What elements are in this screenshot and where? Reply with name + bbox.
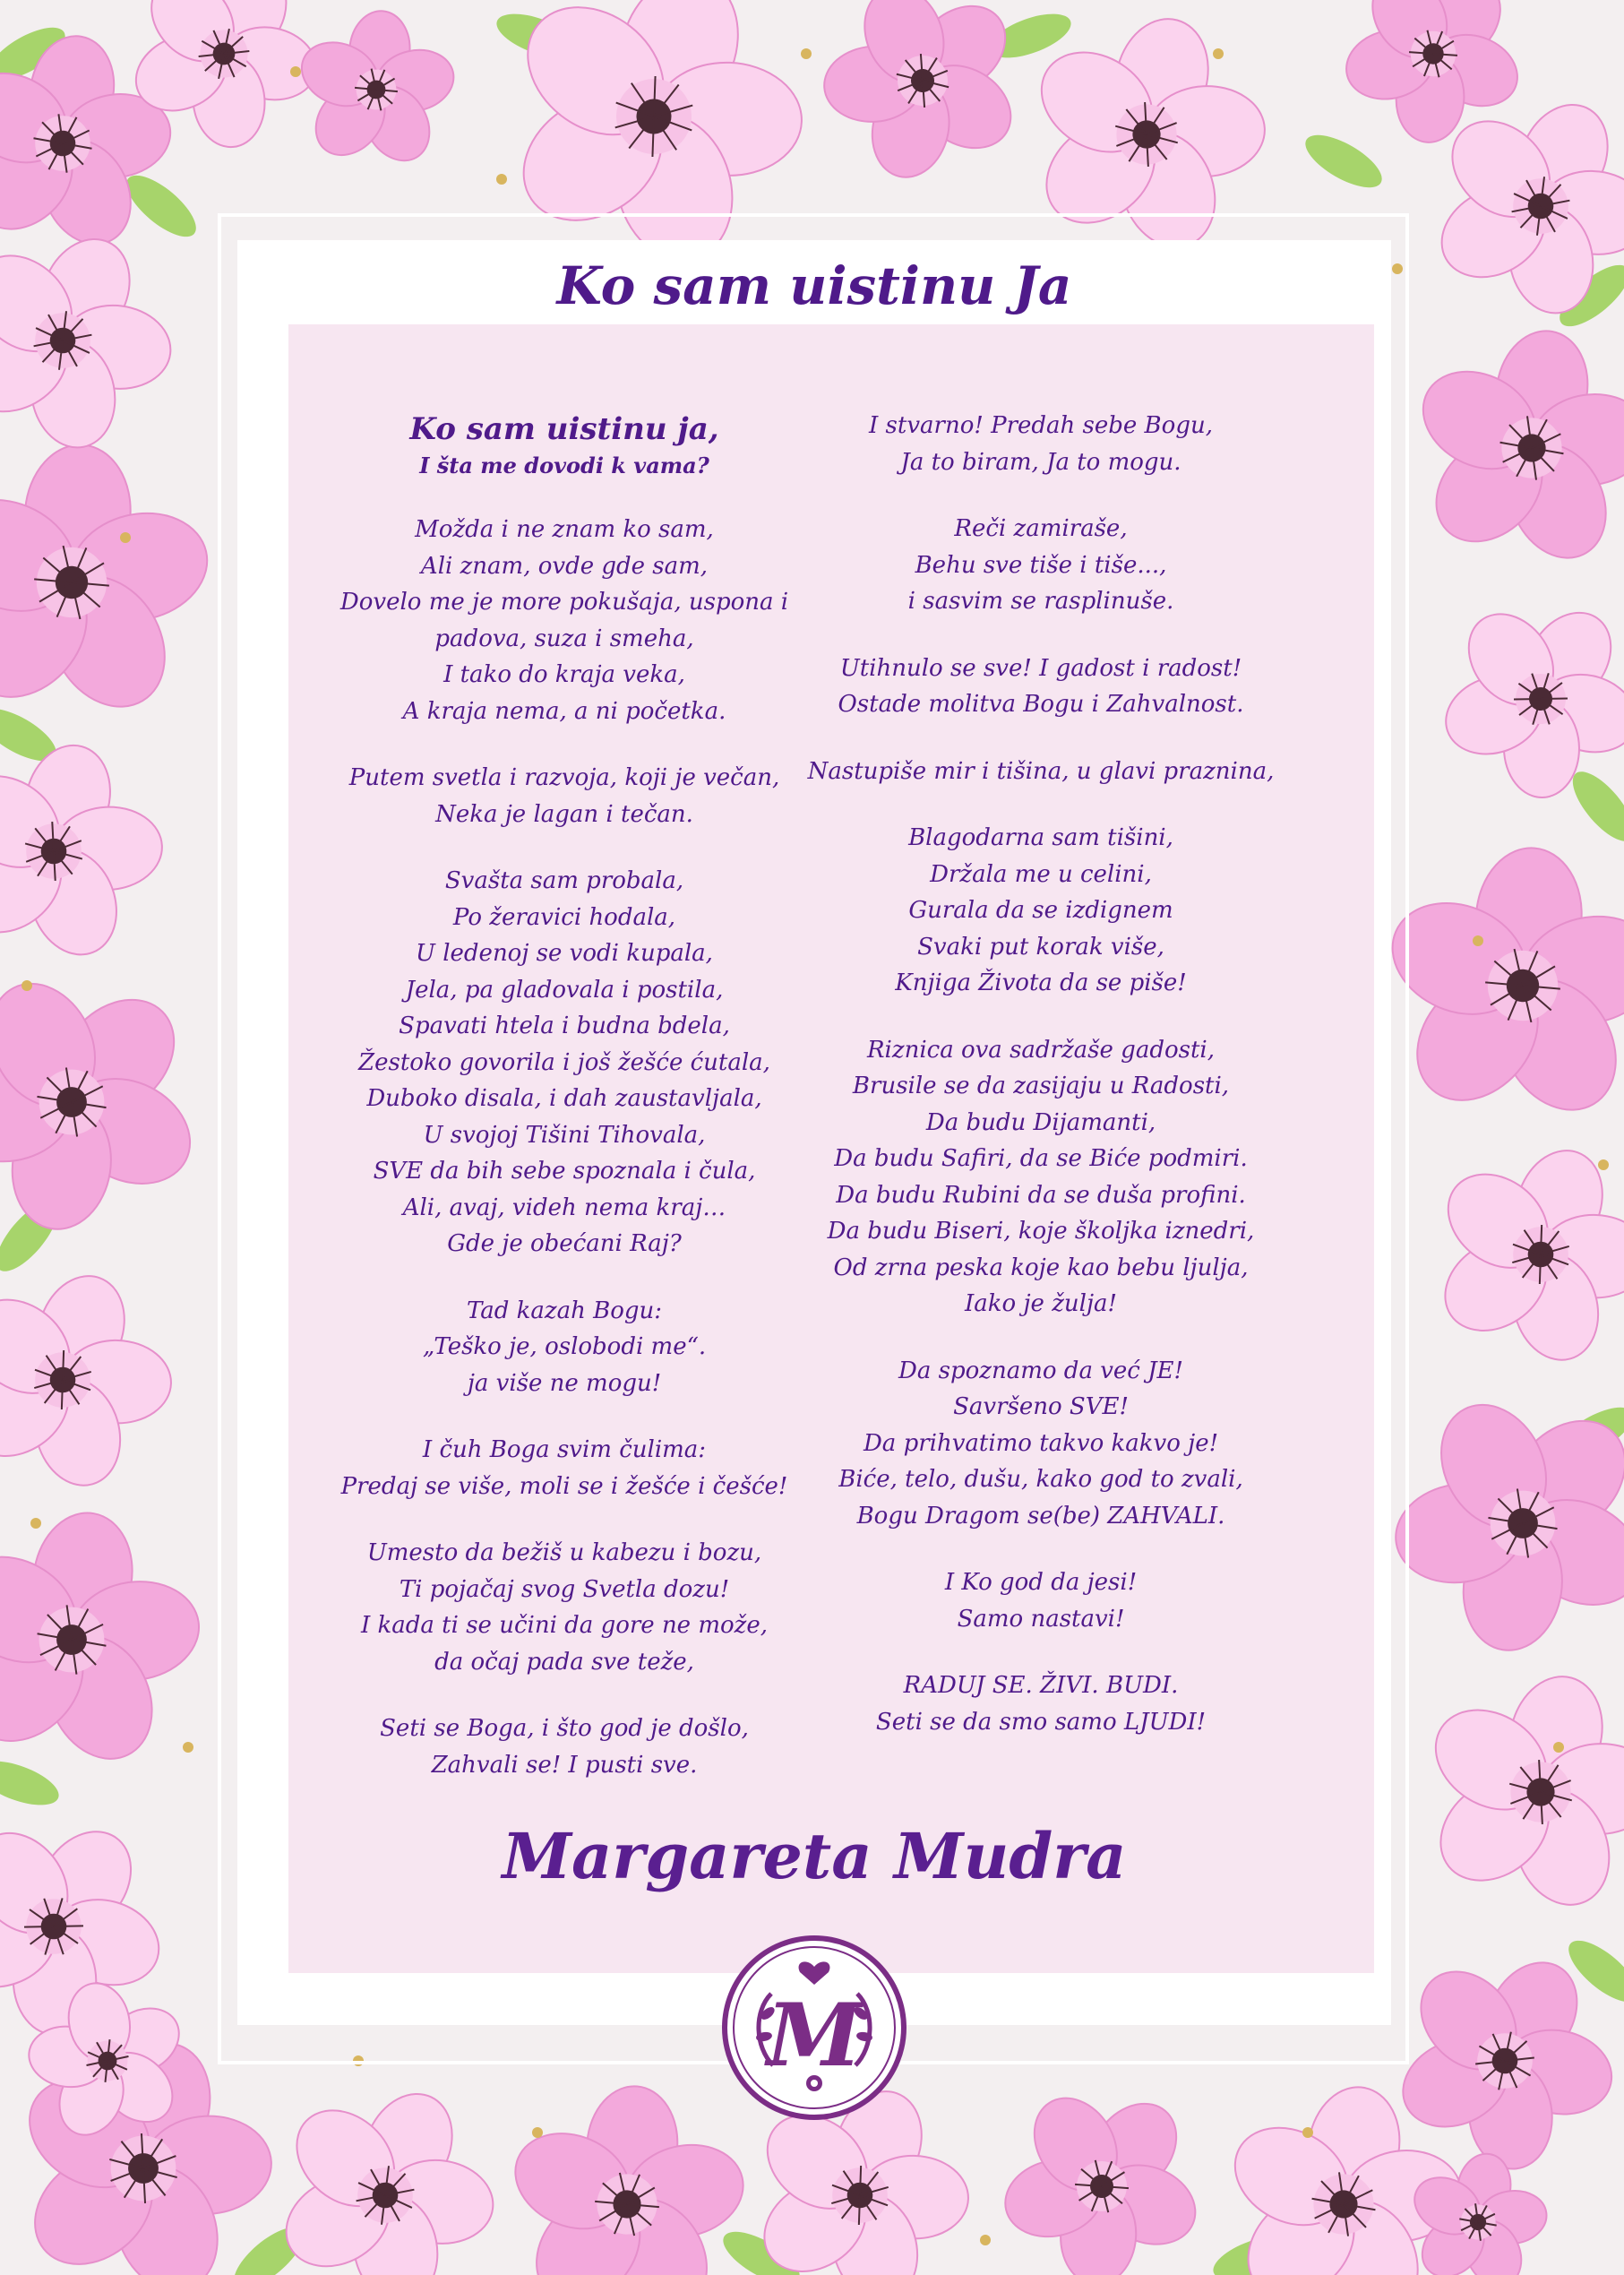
poem-line: U ledenoj se vodi kupala, <box>416 940 713 967</box>
cherry-blossom-icon <box>1394 1113 1624 1400</box>
poem-line: Predaj se više, moli se i žešće i češće! <box>340 1472 788 1500</box>
poem-line: Držala me u celini, <box>930 860 1152 888</box>
gold-dot <box>183 1742 193 1753</box>
poem-line: Gde je obećani Raj? <box>447 1230 682 1257</box>
stanza <box>790 651 1292 723</box>
poem-line: Da budu Safiri, da se Biće podmiri. <box>834 1145 1248 1172</box>
poem-line: Svaki put korak više, <box>917 933 1164 961</box>
poem-line: i sasvim se rasplinuše. <box>907 588 1174 615</box>
poem-line: Da spoznamo da već JE! <box>898 1357 1183 1384</box>
poem-line: Zahvali se! I pusti sve. <box>431 1751 698 1779</box>
poem-line: Biće, telo, dušu, kako god to zvali, <box>838 1466 1243 1493</box>
stanza <box>314 760 815 832</box>
poem-line: Da budu Rubini da se duša profini. <box>836 1181 1246 1209</box>
gold-dot <box>30 1518 41 1529</box>
poem-line: Behu sve tiše i tiše..., <box>915 551 1167 579</box>
poem-column-left <box>314 408 815 1814</box>
poem-line: da očaj pada sve teže, <box>434 1648 694 1676</box>
stanza <box>790 1353 1292 1535</box>
poem-heading-block <box>314 408 815 481</box>
gold-dot <box>1553 1742 1564 1753</box>
poem-column-right <box>790 408 1292 1771</box>
poem-line: Ali znam, ovde gde sam, <box>420 552 709 580</box>
stanza <box>314 1711 815 1783</box>
poem-line: Brusile se da zasijaju u Radosti, <box>852 1073 1230 1099</box>
poem-line: I kada ti se učini da gore ne može, <box>360 1612 768 1639</box>
page-title: Ko sam uistinu Ja <box>556 255 1072 316</box>
gold-dot <box>496 174 507 185</box>
poem-line: Iako je žulja! <box>965 1290 1117 1317</box>
cherry-blossom-icon <box>956 2043 1246 2275</box>
stanza <box>314 1432 815 1504</box>
poem-line: „Teško je, oslobodi me“. <box>422 1333 707 1360</box>
poem-line: Blagodarna sam tišini, <box>908 824 1173 851</box>
poem-line: Po žeravici hodala, <box>452 903 676 931</box>
poem-line: Od zrna peska koje kao bebu ljulja, <box>833 1254 1249 1281</box>
cherry-blossom-icon <box>0 432 230 737</box>
poem-line: I Ko god da jesi! <box>944 1569 1138 1596</box>
cherry-blossom-icon <box>0 1490 228 1794</box>
cherry-blossom-icon <box>1386 310 1624 590</box>
poem-line: Duboko disala, i dah zaustavljala, <box>366 1085 762 1112</box>
poem-line: Putem svetla i razvoja, koji je večan, <box>348 764 780 791</box>
stanza <box>790 1032 1292 1323</box>
mm-monogram-logo-icon <box>717 1931 911 2124</box>
stanza <box>790 1564 1292 1637</box>
poem-line: U svojoj Tišini Tihovala, <box>423 1121 706 1149</box>
poem-line: Tad kazah Bogu: <box>466 1297 663 1324</box>
poem-line: ja više ne mogu! <box>467 1369 662 1397</box>
logo-letter: M <box>766 1985 863 2086</box>
poem-line: Savršeno SVE! <box>953 1393 1129 1420</box>
stanza <box>790 820 1292 1002</box>
poem-line: Bogu Dragom se(be) ZAHVALI. <box>856 1502 1225 1530</box>
poem-line: Da prihvatimo takvo kakvo je! <box>863 1429 1219 1457</box>
stanza <box>314 1535 815 1680</box>
poem-line: Nastupiše mir i tišina, u glavi praznina, <box>807 757 1275 785</box>
gold-dot <box>120 532 131 543</box>
gold-dot <box>1213 48 1224 59</box>
poem-line: Seti se da smo samo LJUDI! <box>875 1708 1207 1736</box>
poem-line: Ali, avaj, videh nema kraj… <box>402 1194 726 1221</box>
poem-line: Da budu Biseri, koje školjka iznedri, <box>827 1218 1255 1245</box>
poem-line: Možda i ne znam ko sam, <box>415 516 714 543</box>
poem-heading: Ko sam uistinu ja, <box>409 411 719 447</box>
poem-line: Utihnulo se sve! I gadost i radost! <box>839 654 1242 682</box>
poem-line: Umesto da bežiš u kabezu i bozu, <box>366 1539 762 1566</box>
poem-line: Riznica ova sadržaše gadosti, <box>866 1036 1215 1064</box>
poem-line: RADUJ SE. ŽIVI. BUDI. <box>903 1672 1179 1699</box>
left-stanzas <box>314 512 815 1783</box>
poem-line: Samo nastavi! <box>957 1605 1125 1633</box>
poem-line: Seti se Boga, i što god je došlo, <box>380 1715 749 1742</box>
stanza <box>314 512 815 729</box>
author-signature: Margareta Mudra <box>502 1819 1127 1893</box>
stanza <box>790 754 1292 790</box>
stanza <box>790 408 1292 480</box>
right-stanzas <box>790 408 1292 1740</box>
poem-line: Da budu Dijamanti, <box>925 1108 1156 1136</box>
poem-line: Reči zamiraše, <box>954 515 1128 542</box>
stanza <box>314 863 815 1262</box>
poem-subheading: I šta me dovodi k vama? <box>419 452 709 478</box>
gold-dot <box>980 2235 991 2245</box>
cherry-blossom-icon <box>0 1238 209 1525</box>
poem-line: Jela, pa gladovala i postila, <box>405 976 724 1004</box>
stanza <box>314 1293 815 1402</box>
poem-line: Svašta sam probala, <box>444 867 684 894</box>
gold-dot <box>801 48 812 59</box>
stanza <box>790 511 1292 620</box>
poem-line: Žestoko govorila i još žešće ćutala, <box>358 1048 770 1076</box>
poem-line: Ti pojačaj svog Svetla dozu! <box>399 1575 730 1603</box>
poem-line: A kraja nema, a ni početka. <box>402 697 726 725</box>
cherry-blossom-icon <box>285 4 467 178</box>
leaf-icon <box>0 1753 64 1814</box>
gold-dot <box>1598 1159 1609 1170</box>
gold-dot <box>1302 2127 1313 2138</box>
poem-line: I čuh Boga svim čulima: <box>422 1436 707 1463</box>
poem-line: Gurala da se izdignem <box>908 897 1173 924</box>
poem-line: SVE da bih sebe spoznala i čula, <box>373 1158 756 1185</box>
leaf-icon <box>1298 125 1389 197</box>
poem-line: Ja to biram, Ja to mogu. <box>900 448 1181 476</box>
poem-line: Spavati htela i budna bdela, <box>399 1013 730 1039</box>
poem-line: Knjiga Života da se piše! <box>895 969 1187 996</box>
poem-line: Ostade molitva Bogu i Zahvalnost. <box>838 691 1244 718</box>
cherry-blossom-icon <box>1387 1645 1624 1943</box>
gold-dot <box>21 980 32 991</box>
gold-dot <box>1473 935 1483 946</box>
stanza <box>790 1667 1292 1740</box>
gold-dot <box>532 2127 543 2138</box>
poem-line: I tako do kraja veka, <box>443 661 685 688</box>
gold-dot <box>290 66 301 77</box>
poem-line: Neka je lagan i tečan. <box>435 800 693 828</box>
poem-line: Dovelo me je more pokušaja, uspona i padova, suza i smeha, <box>339 589 789 652</box>
poem-line: I stvarno! Predah sebe Bogu, <box>869 412 1213 439</box>
